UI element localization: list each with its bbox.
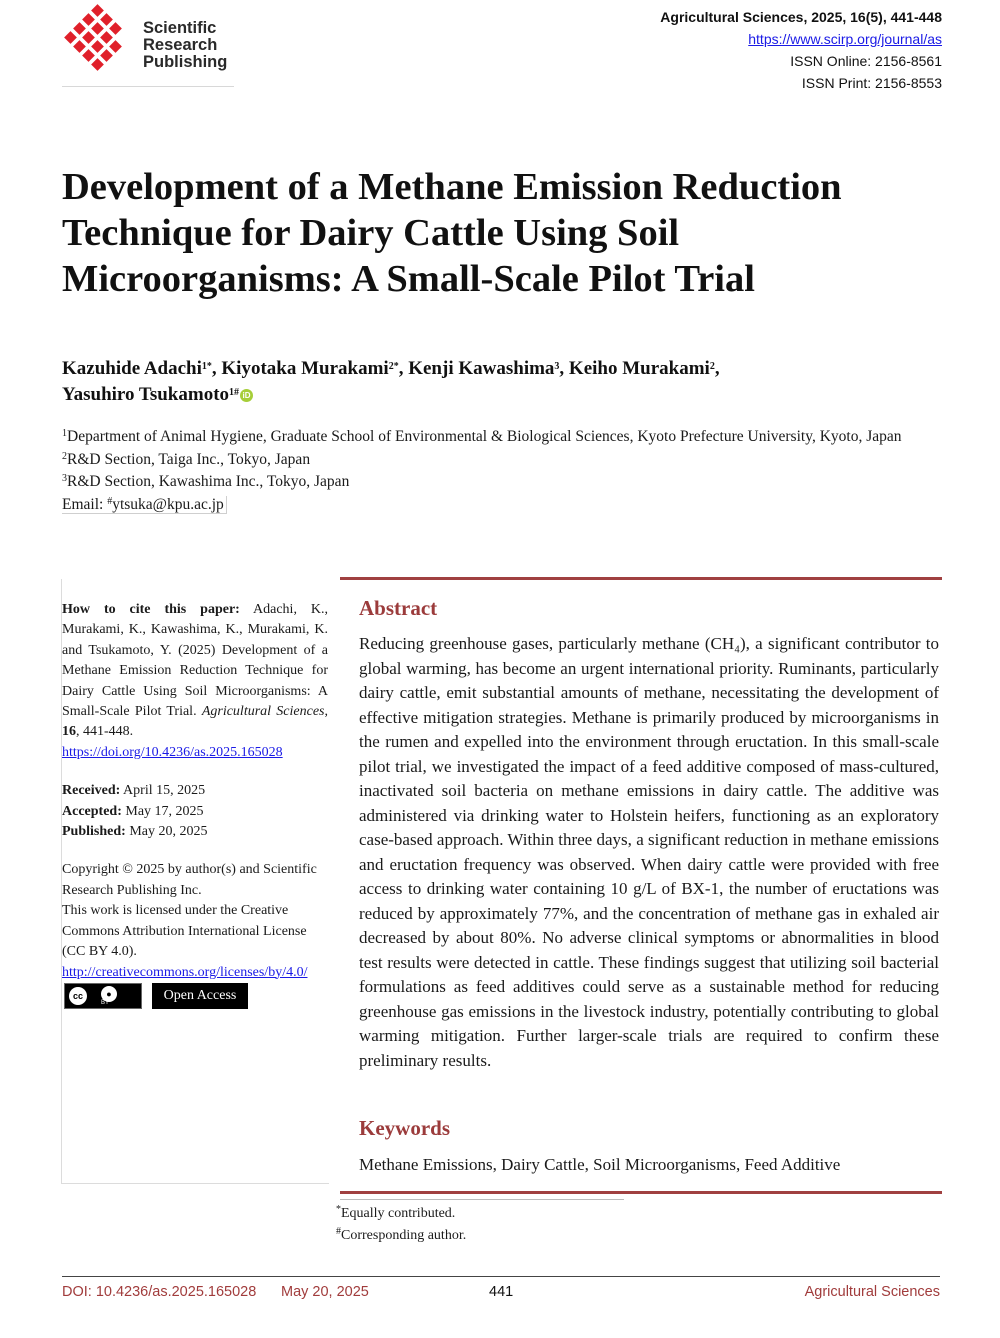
- publisher-name-line3: Publishing: [143, 53, 228, 71]
- journal-citation: Agricultural Sciences, 2025, 16(5), 441-448: [660, 9, 942, 25]
- accepted-date: May 17, 2025: [125, 803, 204, 819]
- received-date: April 15, 2025: [123, 783, 206, 799]
- copyright-text: Copyright © 2025 by author(s) and Scientific Research Publishing Inc.: [62, 862, 317, 898]
- cc-by-badge[interactable]: [64, 983, 142, 1009]
- license-text: This work is licensed under the Creative Commons Attribution International License (CC BY 4.0).: [62, 903, 307, 960]
- attribution-person-icon: ●: [101, 986, 117, 1002]
- author-separator: ,: [559, 358, 569, 379]
- abstract-text: Reducing greenhouse gases, particularly methane (CH₄), a significant contributor to global warming, has become an urgent international priority. Ruminants, particularly dairy cattle, emit substantial amounts of methane, necessitating the development of effective mitigation strategies. Methane is primarily produced by microorganisms in the rumen and expelled into the environment through eructation. In this small-scale pilot trial, we investigated the impact of a feed additive composed of mass-cultured, inactivated soil bacteria on methane emissions in dairy cattle. The additive was administered via drinking water to Holstein heifers, functioning as an exploratory case-based approach. Within three days, a significant reduction in methane emissions and eructation frequency was observed. When dairy cattle were provided with free access to drinking water containing 10 g/L of BX-1, the number of eructations was reduced by approximately 77%, and the concentration of methane gas in exhaled air decreased by about 80%. No adverse clinical symptoms or abnormalities in blood test results were detected in cattle. These findings suggest that utilizing soil bacterial formulations as feed additives could serve as a sustainable method for reducing greenhouse gas emissions in the livestock industry, potentially contributing to global warming mitigation. Further larger-scale trials are required to confirm these preliminary results.: [359, 634, 939, 1070]
- footnote-rule: [340, 1199, 624, 1200]
- creative-commons-icon: cc: [69, 987, 87, 1005]
- author-separator: ,: [398, 358, 409, 379]
- email-label: Email:: [62, 495, 108, 513]
- author-sup: 1*: [201, 361, 212, 372]
- footnote-text: Corresponding author.: [341, 1228, 467, 1243]
- how-to-cite: How to cite this paper: Adachi, K., Murakami, K., Kawashima, K., Murakami, K. and Tsukamoto, Y. (2025) Development of a Methane Emission Reduction Technique for Dairy Cattle Using Soil Microorganisms: A Small-Scale Pilot Trial. Agricultural Sciences, 16, 441-448. https://doi.org/10.4236/as.2025.165028: [62, 602, 328, 760]
- keywords-text: Methane Emissions, Dairy Cattle, Soil Microorganisms, Feed Additive: [359, 1155, 841, 1174]
- doi-link[interactable]: https://doi.org/10.4236/as.2025.165028: [62, 744, 283, 760]
- email-address[interactable]: ytsuka@kpu.ac.jp: [112, 495, 224, 513]
- footnote-text: Equally contributed.: [341, 1206, 456, 1221]
- affiliation-text: Department of Animal Hygiene, Graduate School of Environmental & Biological Sciences, Kyoto Prefecture University, Kyoto, Japan: [67, 428, 902, 445]
- dates: [62, 781, 328, 842]
- abstract-top-rule: [340, 577, 942, 580]
- author-name: Kiyotaka Murakami: [221, 358, 389, 379]
- cite-text: Adachi, K., Murakami, K., Kawashima, K., Murakami, K. and Tsukamoto, Y. (2025) Development of a Methane Emission Reduction Technique for Dairy Cattle Using Soil Microorganisms: A Small-Scale Pilot Trial.: [62, 602, 328, 720]
- affiliation-item: [62, 471, 942, 494]
- email-line: [62, 494, 942, 517]
- issn-print: ISSN Print: 2156-8553: [801, 75, 942, 91]
- received-label: Received:: [62, 783, 121, 799]
- author-separator: ,: [211, 358, 222, 379]
- author-sup: 2: [709, 361, 715, 372]
- cc-by-label: BY: [101, 1000, 110, 1006]
- open-access-badge[interactable]: Open Access: [152, 983, 248, 1009]
- affiliations: [62, 426, 942, 516]
- published-date: May 20, 2025: [129, 824, 208, 840]
- cite-journal: Agricultural Sciences: [201, 704, 325, 720]
- footnote-item: [336, 1203, 466, 1225]
- affiliation-item: [62, 426, 942, 449]
- footer-rule: [62, 1276, 940, 1277]
- affiliation-sup: 1: [62, 428, 67, 439]
- footnote-sup: #: [336, 1226, 341, 1237]
- author-name: Kazuhide Adachi: [62, 358, 202, 379]
- publisher-name: [143, 20, 227, 71]
- journal-header: [660, 6, 942, 94]
- footer-date: May 20, 2025: [281, 1284, 369, 1300]
- author-sup: 2*: [388, 361, 399, 372]
- sidebar: [62, 600, 328, 983]
- author-separator: ,: [714, 358, 720, 379]
- publisher-name-line2: Research: [143, 36, 218, 54]
- cite-label: How to cite this paper:: [62, 602, 240, 617]
- orcid-icon[interactable]: iD: [240, 389, 253, 402]
- affiliation-sup: 2: [62, 450, 67, 462]
- published-label: Published:: [62, 824, 126, 840]
- scirp-diamond-logo-icon: [62, 4, 134, 84]
- affiliation-item: [62, 449, 942, 472]
- affiliation-text: R&D Section, Taiga Inc., Tokyo, Japan: [67, 450, 311, 468]
- paper-title: Development of a Methane Emission Reduction Technique for Dairy Cattle Using Soil Microorganisms: A Small-Scale Pilot Trial: [62, 166, 842, 300]
- cite-volume: 16: [62, 724, 76, 740]
- author-name: Keiho Murakami: [568, 358, 710, 379]
- cite-pages: , 441-448.: [76, 724, 134, 740]
- license-link[interactable]: http://creativecommons.org/licenses/by/4.0/: [62, 964, 308, 980]
- email-sup: #: [107, 495, 113, 507]
- author-sup: 3: [554, 361, 560, 372]
- footnotes: [336, 1203, 466, 1247]
- keywords-heading: Keywords: [359, 1116, 450, 1140]
- author-name: Yasuhiro Tsukamoto: [62, 384, 230, 405]
- copyright-notice: [62, 860, 328, 982]
- keywords-bottom-rule: [340, 1191, 942, 1194]
- footnote-sup: *: [336, 1204, 341, 1215]
- author-name: Kenji Kawashima: [408, 358, 555, 379]
- page-number: 441: [489, 1284, 514, 1300]
- affiliation-text: R&D Section, Kawashima Inc., Tokyo, Japan: [67, 473, 350, 490]
- accepted-label: Accepted:: [62, 803, 122, 819]
- footer-doi: DOI: 10.4236/as.2025.165028: [62, 1284, 257, 1300]
- affiliation-sup: 3: [62, 473, 67, 484]
- abstract-heading: Abstract: [359, 596, 438, 620]
- journal-url-link[interactable]: https://www.scirp.org/journal/as: [748, 31, 942, 47]
- author-list: [62, 356, 942, 408]
- issn-online: ISSN Online: 2156-8561: [790, 53, 942, 69]
- author-sup: 1#: [229, 387, 240, 398]
- publisher-name-line1: Scientific: [143, 19, 217, 37]
- footer-journal: Agricultural Sciences: [804, 1284, 940, 1300]
- footnote-item: [336, 1225, 466, 1247]
